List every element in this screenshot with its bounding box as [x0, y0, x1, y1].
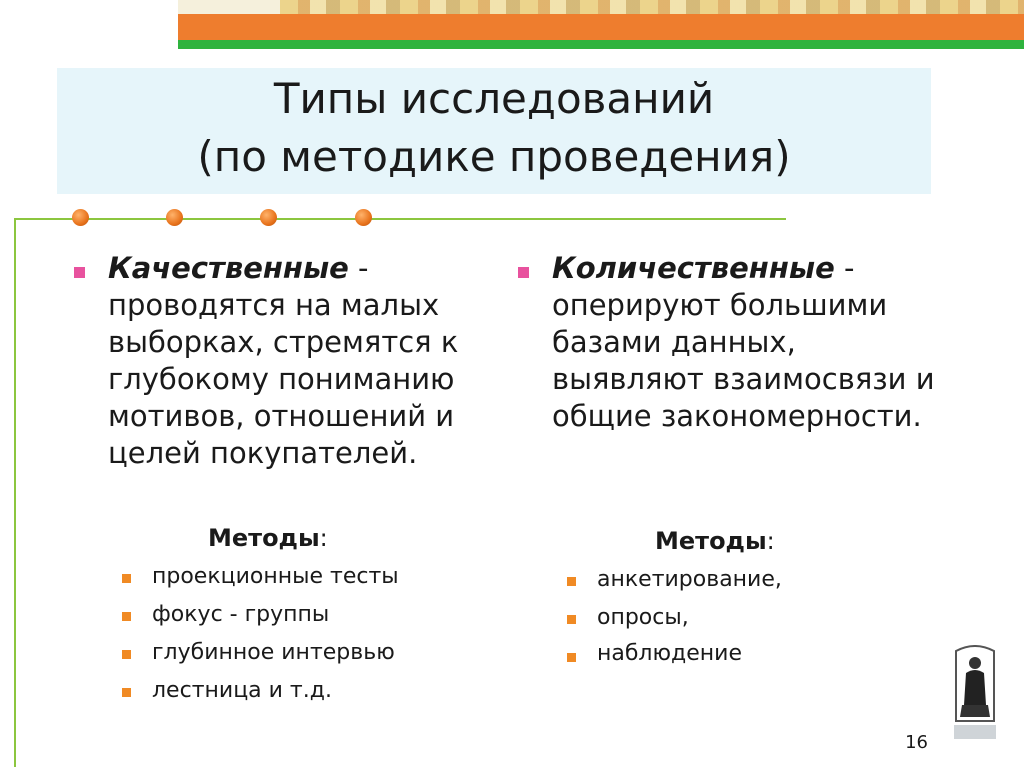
decorative-dot	[166, 209, 183, 226]
left-method-item: глубинное интервью	[152, 640, 395, 665]
title-line-1: Типы исследований	[273, 74, 715, 123]
title-line-2: (по методике проведения)	[197, 132, 791, 181]
bullet-icon	[122, 688, 131, 697]
right-dash: -	[834, 251, 855, 285]
decorative-dot	[260, 209, 277, 226]
page-number: 16	[905, 732, 928, 753]
right-method-item: наблюдение	[597, 641, 742, 666]
bullet-icon	[122, 612, 131, 621]
decorative-dot	[72, 209, 89, 226]
left-method-item: фокус - группы	[152, 602, 330, 627]
bullet-square-icon	[74, 267, 85, 278]
slide-title	[57, 70, 931, 186]
left-term: Качественные	[108, 251, 349, 285]
bullet-icon	[122, 574, 131, 583]
right-method-item: опросы,	[597, 605, 689, 630]
right-method-item: анкетирование,	[597, 567, 782, 592]
university-logo-icon	[952, 645, 998, 741]
decorative-dot	[355, 209, 372, 226]
bullet-icon	[567, 653, 576, 662]
right-methods-title: Методы:	[655, 527, 775, 555]
left-methods-title: Методы:	[208, 524, 328, 552]
right-column-text	[552, 250, 937, 435]
left-description: проводятся на малых выборках, стремятся к глубокому пониманию мотивов, отношений и целей покупателей.	[108, 288, 459, 470]
right-description: оперируют большими базами данных, выявляют взаимосвязи и общие закономерности.	[552, 288, 935, 433]
bullet-square-icon	[518, 267, 529, 278]
bullet-icon	[567, 577, 576, 586]
left-method-item: лестница и т.д.	[152, 678, 332, 703]
header-green-strip	[178, 40, 1024, 49]
right-term: Количественные	[552, 251, 835, 285]
left-dash: -	[348, 251, 369, 285]
left-column-text	[108, 250, 483, 472]
header-floral-pattern	[280, 0, 1024, 14]
decorative-horizontal-line	[14, 218, 786, 220]
decorative-vertical-line	[14, 218, 16, 767]
left-method-item: проекционные тесты	[152, 564, 399, 589]
bullet-icon	[567, 615, 576, 624]
bullet-icon	[122, 650, 131, 659]
